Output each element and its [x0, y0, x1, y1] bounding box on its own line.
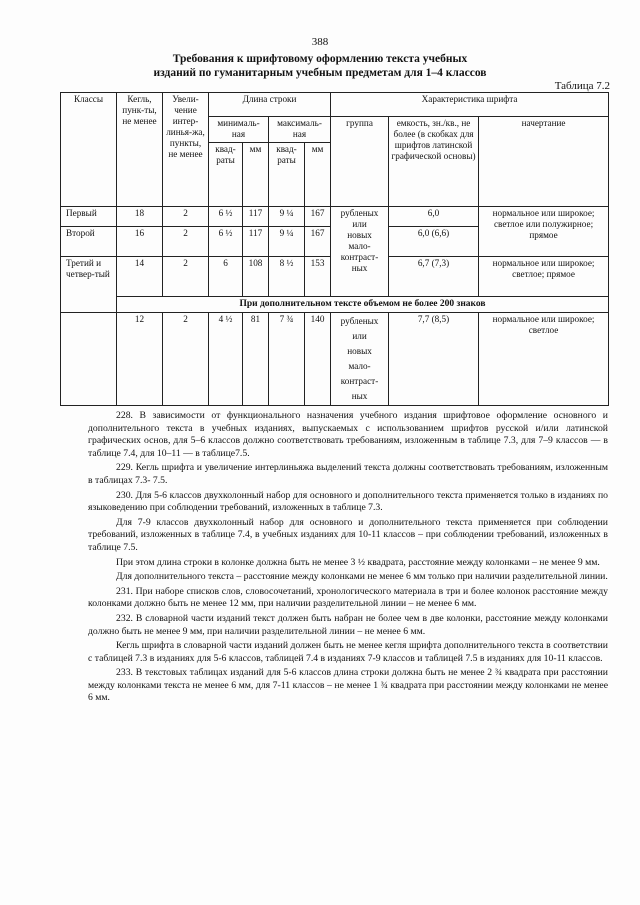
cell-leading: 2 [163, 257, 209, 297]
cell-class-empty [61, 313, 117, 406]
cell-max-squares: 8 ½ [269, 257, 305, 297]
cell-size: 12 [117, 313, 163, 406]
header-group: группа [331, 117, 389, 207]
cell-group [331, 207, 389, 297]
cell-min-mm: 81 [243, 313, 269, 406]
table-subheader-row [61, 297, 609, 313]
cell-min-squares: 4 ½ [209, 313, 243, 406]
cell-max-mm: 153 [305, 257, 331, 297]
header-size: Кегль, пунк-ты, не менее [117, 93, 163, 207]
cell-min-squares: 6 ½ [209, 227, 243, 257]
group-word: ных [351, 263, 368, 273]
cell-group [331, 313, 389, 406]
cell-leading: 2 [163, 313, 209, 406]
cell-max-squares: 7 ¾ [269, 313, 305, 406]
cell-max-mm: 140 [305, 313, 331, 406]
group-word: или [352, 219, 367, 229]
cell-size: 14 [117, 257, 163, 297]
cell-min-mm: 117 [243, 207, 269, 227]
cell-min-squares: 6 ½ [209, 207, 243, 227]
page-number: 388 [311, 36, 329, 48]
extra-text-subheader: При дополнительном тексте объемом не более 200 знаков [117, 297, 609, 313]
group-word: или [352, 331, 367, 341]
paragraph-230-b: Для 7-9 классов двухколонный набор для основного и дополнительного текста применяется при соблюдении требований, изложенных в таблице 7.4, в учебных изданиях для 10-11 классов – при соблюдении требований, изложенных в таблице 7.5. [88, 516, 608, 553]
cell-class: Второй [61, 227, 117, 257]
cell-capacity: 6,7 (7,3) [389, 257, 479, 297]
cell-capacity: 6,0 (6,6) [389, 227, 479, 257]
cell-style: нормальное или широкое; светлое [479, 313, 609, 406]
header-min: минималь-ная [209, 117, 269, 143]
cell-style: нормальное или широкое; светлое или полужирное; прямое [479, 207, 609, 257]
cell-min-mm: 117 [243, 227, 269, 257]
paragraph-233: 233. В текстовых таблицах изданий для 5-6 классов длина строки должна быть не менее 2 ¾ квадрата при расстоянии между колонками текста не менее 6 мм, для 7-11 классов – не менее 1 ¾ квадрата при расстоянии между колонками не менее 6 мм. [88, 667, 608, 704]
header-style: начертание [479, 117, 609, 207]
header-max-mm: мм [305, 143, 331, 207]
paragraph-232: 232. В словарной части изданий текст должен быть набран не более чем в две колонки, расстояние между колонками должно быть не менее 9 мм, при наличии разделительной линии – не менее 6 мм. [88, 612, 608, 637]
cell-max-squares: 9 ¼ [269, 207, 305, 227]
paragraph-231: 231. При наборе списков слов, словосочетаний, хронологического материала в три и более колонок расстояние между колонками должно быть не менее 12 мм, при наличии разделительной линии – не менее 6 мм. [88, 585, 608, 610]
cell-max-mm: 167 [305, 227, 331, 257]
cell-capacity: 6,0 [389, 207, 479, 227]
title-line-1: Требования к шрифтовому оформлению текста учебных [172, 53, 468, 65]
cell-style: нормальное или широкое; светлое; прямое [479, 257, 609, 297]
paragraph-232-b: Кегль шрифта в словарной части изданий должен быть не менее кегля шрифта дополнительного текста в соответствии с таблицей 7.3 в изданиях для 5-6 классов, таблицей 7.4 в изданиях 7-9 классов и таблицей 7.5 в изданиях для 10-11 классов. [88, 640, 608, 664]
paragraph-230: 230. Для 5-6 классов двухколонный набор для основного и дополнительного текста применяется только в изданиях по языковедению при соблюдении требований, изложенных в таблице 7.3. [88, 489, 608, 514]
group-word: ных [351, 391, 368, 401]
group-words [333, 208, 386, 274]
paragraph-230-c: При этом длина строки в колонке должна быть не менее 3 ½ квадрата, расстояние между колонками – не менее 9 мм. [116, 556, 600, 568]
group-word: контраст- [340, 376, 379, 386]
cell-capacity: 7,7 (8,5) [389, 313, 479, 406]
cell-max-squares: 9 ¼ [269, 227, 305, 257]
cell-class: Первый [61, 207, 117, 227]
group-word: новых [347, 346, 372, 356]
header-min-mm: мм [243, 143, 269, 207]
header-font-characteristics: Характеристика шрифта [331, 93, 609, 117]
group-word: мало- [348, 361, 371, 371]
group-word: мало- [348, 241, 371, 251]
table-row [61, 313, 609, 406]
cell-size: 16 [117, 227, 163, 257]
header-line-length: Длина строки [209, 93, 331, 117]
body-text [88, 410, 608, 707]
cell-min-mm: 108 [243, 257, 269, 297]
header-leading: Увели-чение интер-линья-жа, пункты, не менее [163, 93, 209, 207]
paragraph-230-d: Для дополнительного текста – расстояние между колонками не менее 6 мм только при наличии разделительной линии. [116, 571, 608, 583]
paragraph-229: 229. Кегль шрифта и увеличение интерлиньяжа выделений текста должны соответствовать требованиям, изложенным в таблицах 7.3- 7.5. [88, 462, 608, 486]
header-min-squares: квад-раты [209, 143, 243, 207]
cell-leading: 2 [163, 207, 209, 227]
group-word: рубленых [340, 316, 379, 326]
cell-max-mm: 167 [305, 207, 331, 227]
cell-size: 18 [117, 207, 163, 227]
cell-min-squares: 6 [209, 257, 243, 297]
paragraph-228: 228. В зависимости от функционального назначения учебного издания шрифтовое оформление основного и дополнительного текста в учебных изданиях, выпускаемых с использованием шрифтов русской и/или латинской графических основ, для 5–6 классов должно соответствовать требованиям, изложенным в таблице 7.3, для 7–9 классов — в таблице 7.4, для 10–11 — в таблице7.5. [88, 410, 608, 459]
group-word: новых [347, 230, 372, 240]
group-word: рубленых [340, 208, 379, 218]
header-max: максималь-ная [269, 117, 331, 143]
group-words [333, 314, 386, 404]
cell-class: Третий и четвер-тый [61, 257, 117, 313]
cell-leading: 2 [163, 227, 209, 257]
group-word: контраст- [340, 252, 379, 262]
title-line-2: изданий по гуманитарным учебным предметам для 1–4 классов [153, 67, 487, 79]
page-title [120, 52, 520, 80]
font-requirements-table [60, 92, 609, 406]
header-max-squares: квад-раты [269, 143, 305, 207]
header-capacity: емкость, зн./кв., не более (в скобках для шрифтов латинской графической основы) [389, 117, 479, 207]
header-classes: Классы [61, 93, 117, 207]
table-row [61, 207, 609, 227]
table-caption: Таблица 7.2 [554, 80, 610, 92]
